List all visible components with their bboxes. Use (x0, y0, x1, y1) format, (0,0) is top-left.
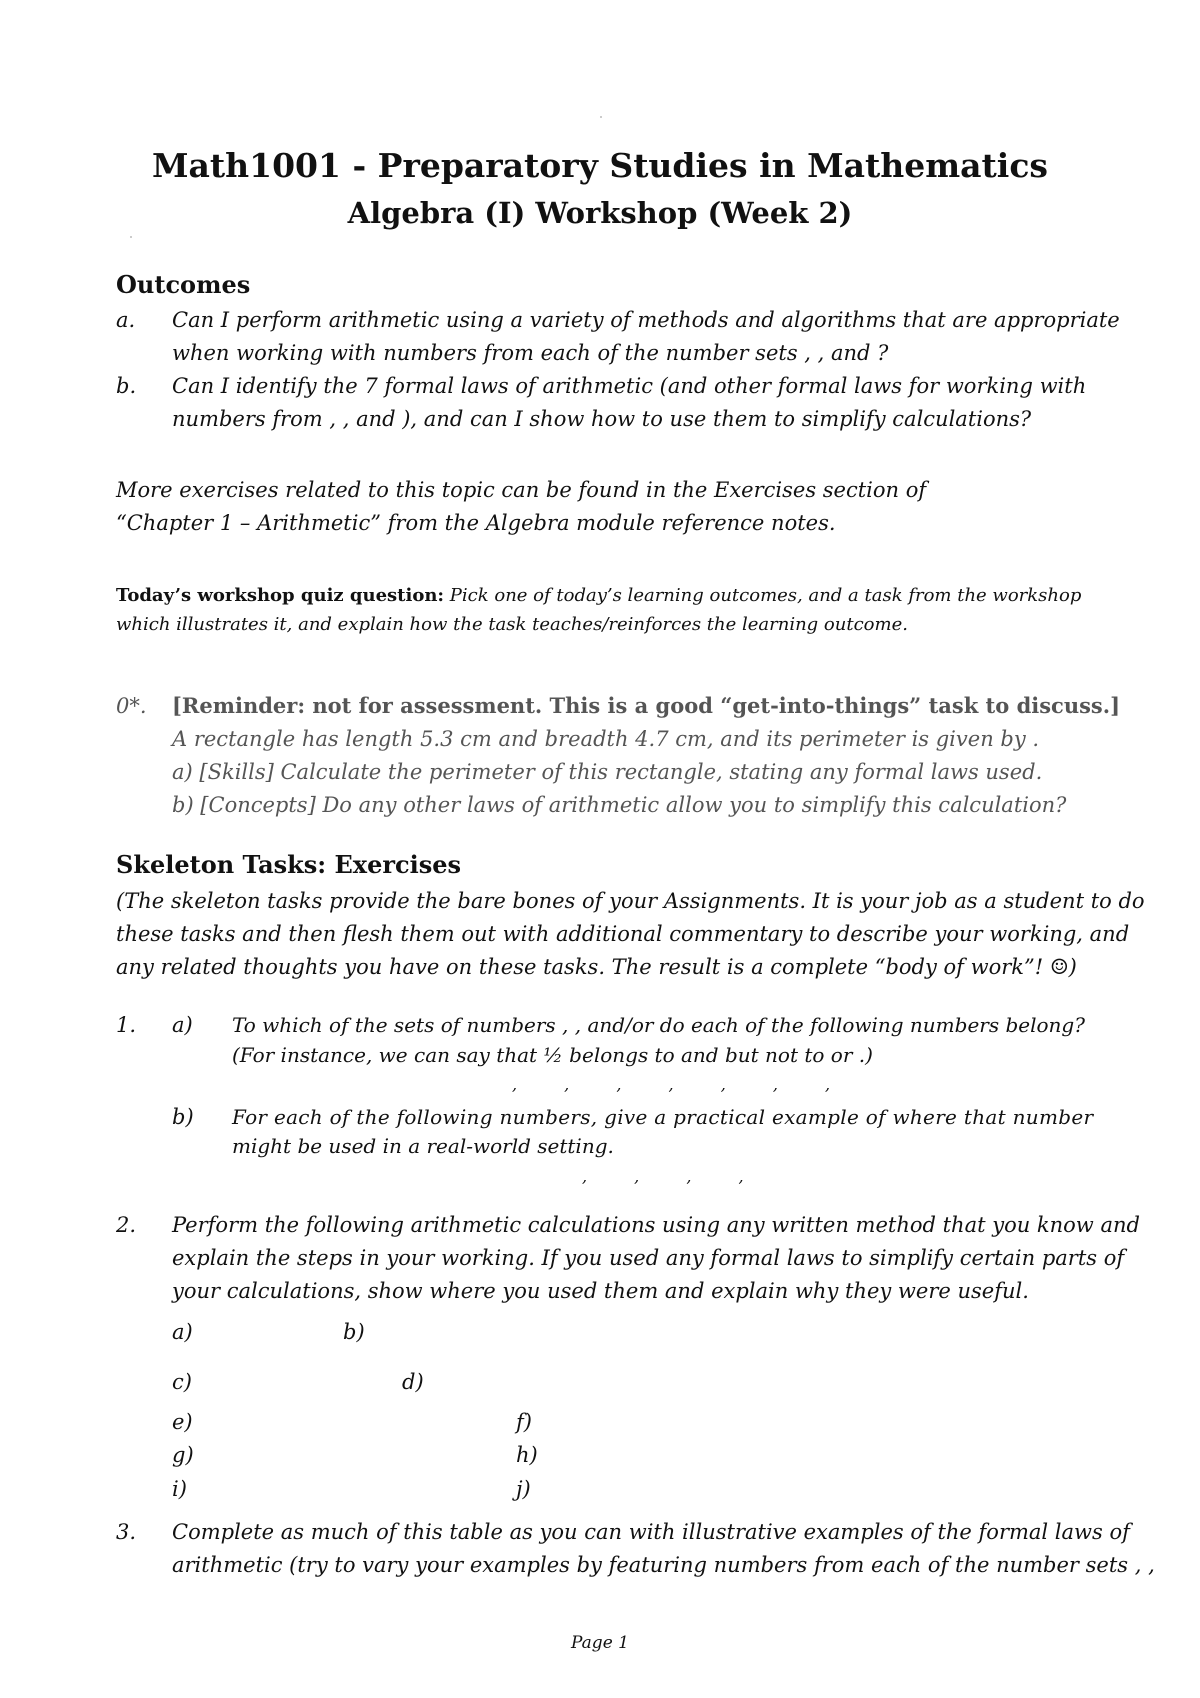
quiz-text-line1: Pick one of today’s learning outcomes, and a task from the workshop (444, 585, 1082, 606)
outcome-a-line2: when working with numbers from each of the number sets , , and ? (172, 341, 889, 365)
task0-label: 0*. (116, 694, 147, 718)
q1b-number-list: , , , , (582, 1167, 765, 1186)
task0-line2: a) [Skills] Calculate the perimeter of this rectangle, stating any formal laws used. (172, 760, 1043, 784)
q3-line2: arithmetic (try to vary your examples by featuring numbers from each of the number sets , , (172, 1553, 1155, 1577)
q2-number: 2. (116, 1213, 137, 1237)
q3-number: 3. (116, 1520, 137, 1544)
q2-part-label: f) (516, 1410, 532, 1434)
outcome-a-label: a. (116, 308, 136, 332)
q1b-label: b) (172, 1105, 194, 1129)
q1-number: 1. (116, 1013, 137, 1037)
q2-part-label: a) (172, 1320, 193, 1344)
q1a-line2: (For instance, we can say that ½ belongs to and but not to or .) (232, 1043, 873, 1067)
q2-part-label: b) (343, 1320, 365, 1344)
task0-line1: A rectangle has length 5.3 cm and breadth 4.7 cm, and its perimeter is given by . (172, 727, 1040, 751)
outcome-a-line1: Can I perform arithmetic using a variety of methods and algorithms that are appropriate (172, 308, 1120, 332)
q1a-label: a) (172, 1013, 193, 1037)
task0-line3: b) [Concepts] Do any other laws of arithmetic allow you to simplify this calculation? (172, 793, 1067, 817)
page-number: Page 1 (571, 1633, 629, 1653)
skeleton-line2: these tasks and then flesh them out with additional commentary to describe your working, and (116, 922, 1130, 946)
q2-line3: your calculations, show where you used them and explain why they were useful. (172, 1279, 1029, 1303)
document-title: Math1001 - Preparatory Studies in Mathematics (151, 146, 1049, 185)
q3-line1: Complete as much of this table as you can with illustrative examples of the formal laws of (172, 1520, 1130, 1544)
skeleton-heading: Skeleton Tasks: Exercises (116, 850, 462, 879)
margin-marker (130, 236, 132, 238)
q1a-number-list: , , , , , , , (512, 1075, 852, 1094)
q1a-line1: To which of the sets of numbers , , and/or do each of the following numbers belong? (232, 1013, 1085, 1037)
header-marker (600, 116, 602, 118)
q1b-line1: For each of the following numbers, give a practical example of where that number (232, 1105, 1094, 1129)
more-exercises-line1: More exercises related to this topic can be found in the Exercises section of (116, 478, 927, 502)
q2-part-label: e) (172, 1410, 193, 1434)
q2-line2: explain the steps in your working. If you used any formal laws to simplify certain parts of (172, 1246, 1125, 1270)
quiz-label: Today’s workshop quiz question: (116, 585, 445, 606)
outcomes-heading: Outcomes (116, 270, 251, 299)
quiz-question (116, 585, 1081, 606)
q2-part-label: c) (172, 1370, 192, 1394)
outcome-b-line1: Can I identify the 7 formal laws of arithmetic (and other formal laws for working with (172, 374, 1087, 398)
q2-part-label: j) (516, 1477, 531, 1501)
task0-reminder: [Reminder: not for assessment. This is a good “get-into-things” task to discuss.] (172, 693, 1121, 718)
skeleton-line1: (The skeleton tasks provide the bare bones of your Assignments. It is your job as a student to do (116, 889, 1145, 913)
more-exercises-line2: “Chapter 1 – Arithmetic” from the Algebra module reference notes. (116, 511, 836, 535)
q2-part-label: d) (402, 1370, 424, 1394)
quiz-text-line2: which illustrates it, and explain how the task teaches/reinforces the learning outcome. (116, 614, 908, 635)
q2-part-label: i) (172, 1477, 187, 1501)
skeleton-line3: any related thoughts you have on these tasks. The result is a complete “body of work”! ☺) (116, 955, 1077, 979)
q2-part-label: g) (172, 1443, 194, 1467)
outcome-b-line2: numbers from , , and ), and can I show how to use them to simplify calculations? (172, 407, 1032, 431)
outcome-b-label: b. (116, 374, 137, 398)
q2-part-label: h) (516, 1443, 538, 1467)
q1b-line2: might be used in a real-world setting. (232, 1134, 614, 1158)
document-subtitle: Algebra (I) Workshop (Week 2) (347, 196, 853, 230)
q2-line1: Perform the following arithmetic calculations using any written method that you know and (172, 1213, 1140, 1237)
